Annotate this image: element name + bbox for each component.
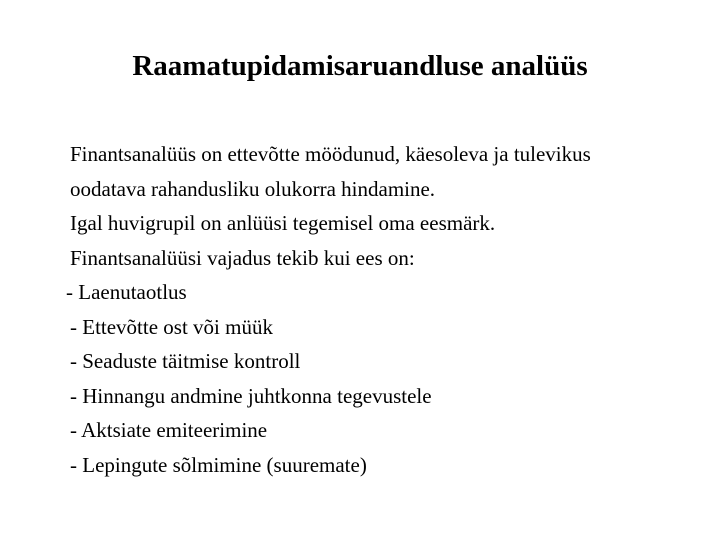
paragraph-line: oodatava rahandusliku olukorra hindamine.: [70, 176, 436, 201]
paragraph-line: Finantsanalüüs on ettevõtte möödunud, käesoleva ja tulevikus: [70, 142, 591, 166]
list-item: - Aktsiate emiteerimine: [70, 418, 268, 442]
paragraph-line: Igal huvigrupil on anlüüsi tegemisel oma eesmärk.: [70, 211, 496, 235]
list-item: - Laenutaotlus: [66, 280, 187, 304]
paragraph-line: Finantsanalüüsi vajadus tekib kui ees on:: [70, 245, 415, 270]
list-item: - Ettevõtte ost või müük: [70, 314, 273, 339]
slide-title: Raamatupidamisaruandluse analüüs: [132, 50, 588, 82]
list-item: - Hinnangu andmine juhtkonna tegevustele: [70, 383, 432, 408]
list-item: - Seaduste täitmise kontroll: [70, 349, 301, 373]
list-item: - Lepingute sõlmimine (suuremate): [70, 452, 367, 477]
